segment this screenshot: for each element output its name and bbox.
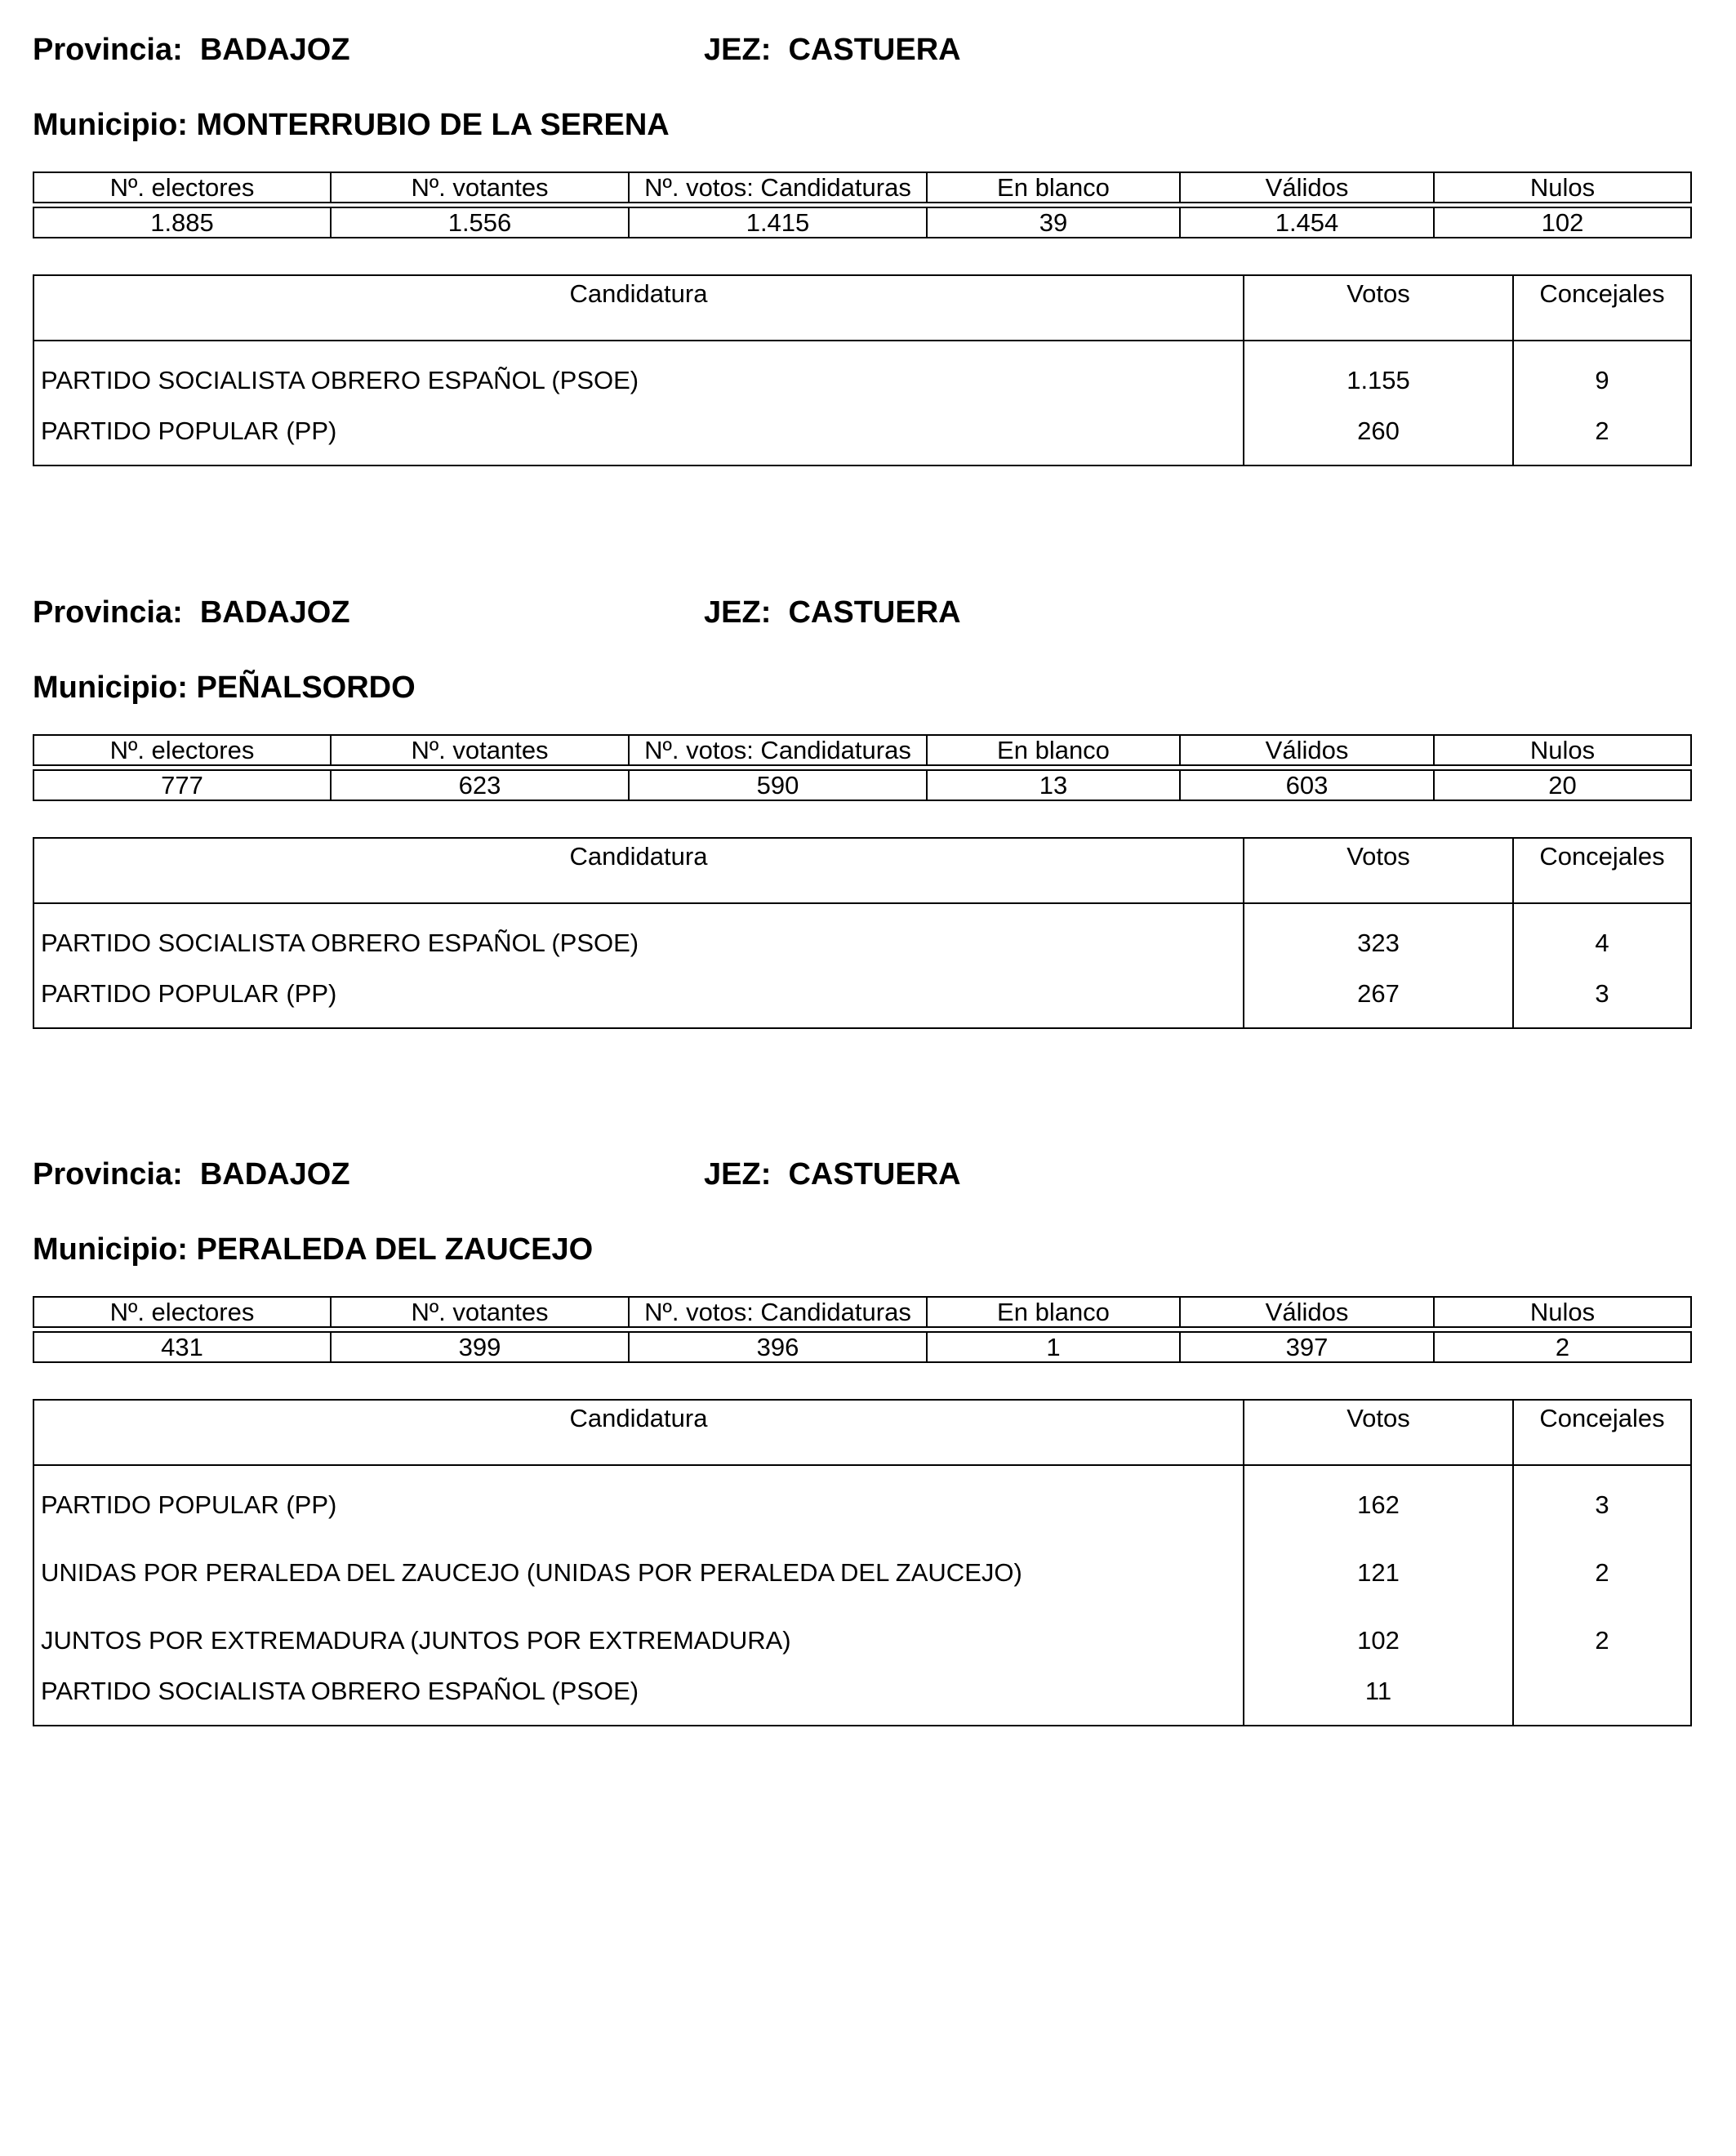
table-row — [33, 971, 1691, 1028]
stats-value: 623 — [331, 770, 629, 800]
concejales-header: Concejales — [1513, 275, 1691, 341]
table-row — [33, 903, 1691, 971]
municipio-section — [33, 1156, 1690, 1705]
stats-header: Nº. votos: Candidaturas — [629, 735, 927, 765]
stats-header: Nulos — [1434, 1297, 1691, 1327]
concejales-value: 2 — [1513, 408, 1691, 466]
candidatura-header: Candidatura — [33, 1400, 1244, 1465]
concejales-value — [1513, 1668, 1691, 1726]
municipio-section — [33, 594, 1690, 1008]
stats-value-row — [33, 770, 1691, 800]
concejales-value: 4 — [1513, 903, 1691, 971]
stats-header: Nº. votos: Candidaturas — [629, 172, 927, 203]
stats-table — [33, 172, 1692, 238]
concejales-value: 3 — [1513, 1465, 1691, 1533]
table-row — [33, 341, 1691, 408]
stats-value-row — [33, 207, 1691, 238]
results-header-row — [33, 838, 1691, 903]
stats-value: 397 — [1180, 1332, 1434, 1362]
concejales-header: Concejales — [1513, 838, 1691, 903]
candidatura-name: PARTIDO POPULAR (PP) — [41, 416, 337, 445]
stats-header: Válidos — [1180, 1297, 1434, 1327]
stats-value: 777 — [33, 770, 331, 800]
candidatura-name: PARTIDO SOCIALISTA OBRERO ESPAÑOL (PSOE) — [41, 929, 639, 957]
stats-header: Nº. electores — [33, 172, 331, 203]
stats-header: Nº. votantes — [331, 1297, 629, 1327]
stats-value: 2 — [1434, 1332, 1691, 1362]
stats-header: En blanco — [927, 735, 1180, 765]
stats-value: 1.454 — [1180, 207, 1434, 238]
table-row — [33, 1668, 1691, 1726]
stats-header: Válidos — [1180, 735, 1434, 765]
stats-header: Nulos — [1434, 172, 1691, 203]
votos-value: 260 — [1244, 408, 1513, 466]
stats-header: En blanco — [927, 1297, 1180, 1327]
jez-heading: JEZ: CASTUERA — [704, 1157, 961, 1192]
stats-value: 431 — [33, 1332, 331, 1362]
stats-header: Nº. electores — [33, 735, 331, 765]
results-table — [33, 274, 1692, 466]
stats-value-row — [33, 1332, 1691, 1362]
concejales-value: 2 — [1513, 1533, 1691, 1601]
concejales-value: 9 — [1513, 341, 1691, 408]
provincia-heading: Provincia: BADAJOZ — [33, 33, 350, 67]
municipio-heading: Municipio: PERALEDA DEL ZAUCEJO — [33, 1232, 594, 1267]
municipio-heading: Municipio: PEÑALSORDO — [33, 670, 416, 705]
jez-heading: JEZ: CASTUERA — [704, 595, 961, 630]
municipio-heading: Municipio: MONTERRUBIO DE LA SERENA — [33, 108, 670, 142]
stats-value: 603 — [1180, 770, 1434, 800]
candidatura-name: PARTIDO POPULAR (PP) — [41, 978, 337, 1008]
concejales-value: 3 — [1513, 971, 1691, 1028]
candidatura-name: UNIDAS POR PERALEDA DEL ZAUCEJO (UNIDAS POR PERALEDA DEL ZAUCEJO) — [41, 1557, 1022, 1587]
stats-header: En blanco — [927, 172, 1180, 203]
stats-table — [33, 734, 1692, 801]
stats-value: 1.556 — [331, 207, 629, 238]
stats-header-row — [33, 735, 1691, 765]
votos-value: 121 — [1244, 1533, 1513, 1601]
table-row — [33, 1465, 1691, 1533]
results-table — [33, 1399, 1692, 1726]
provincia-heading: Provincia: BADAJOZ — [33, 595, 350, 630]
results-table — [33, 837, 1692, 1029]
votos-value: 267 — [1244, 971, 1513, 1028]
stats-header: Nº. electores — [33, 1297, 331, 1327]
stats-value: 20 — [1434, 770, 1691, 800]
candidatura-header: Candidatura — [33, 838, 1244, 903]
votos-value: 102 — [1244, 1601, 1513, 1668]
votos-value: 11 — [1244, 1668, 1513, 1726]
stats-header-row — [33, 1297, 1691, 1327]
concejales-header: Concejales — [1513, 1400, 1691, 1465]
candidatura-name: JUNTOS POR EXTREMADURA (JUNTOS POR EXTREMADURA) — [41, 1625, 791, 1655]
concejales-value: 2 — [1513, 1601, 1691, 1668]
stats-header: Nº. votantes — [331, 172, 629, 203]
stats-value: 1.415 — [629, 207, 927, 238]
stats-value: 590 — [629, 770, 927, 800]
votos-value: 162 — [1244, 1465, 1513, 1533]
stats-value: 396 — [629, 1332, 927, 1362]
candidatura-name: PARTIDO SOCIALISTA OBRERO ESPAÑOL (PSOE) — [41, 1676, 639, 1705]
stats-header-row — [33, 172, 1691, 203]
stats-value: 13 — [927, 770, 1180, 800]
stats-value: 102 — [1434, 207, 1691, 238]
stats-header: Válidos — [1180, 172, 1434, 203]
provincia-heading: Provincia: BADAJOZ — [33, 1157, 350, 1192]
stats-header: Nº. votos: Candidaturas — [629, 1297, 927, 1327]
jez-heading: JEZ: CASTUERA — [704, 33, 961, 67]
stats-header: Nº. votantes — [331, 735, 629, 765]
stats-value: 399 — [331, 1332, 629, 1362]
candidatura-header: Candidatura — [33, 275, 1244, 341]
stats-value: 1.885 — [33, 207, 331, 238]
votos-value: 1.155 — [1244, 341, 1513, 408]
candidatura-name: PARTIDO SOCIALISTA OBRERO ESPAÑOL (PSOE) — [41, 366, 639, 394]
results-header-row — [33, 1400, 1691, 1465]
candidatura-name: PARTIDO POPULAR (PP) — [41, 1490, 337, 1519]
results-header-row — [33, 275, 1691, 341]
stats-header: Nulos — [1434, 735, 1691, 765]
stats-value: 1 — [927, 1332, 1180, 1362]
table-row — [33, 1601, 1691, 1668]
table-row — [33, 1533, 1691, 1601]
stats-value: 39 — [927, 207, 1180, 238]
votos-header: Votos — [1244, 1400, 1513, 1465]
table-row — [33, 408, 1691, 466]
votos-value: 323 — [1244, 903, 1513, 971]
votos-header: Votos — [1244, 838, 1513, 903]
municipio-section — [33, 31, 1690, 445]
stats-table — [33, 1296, 1692, 1363]
votos-header: Votos — [1244, 275, 1513, 341]
